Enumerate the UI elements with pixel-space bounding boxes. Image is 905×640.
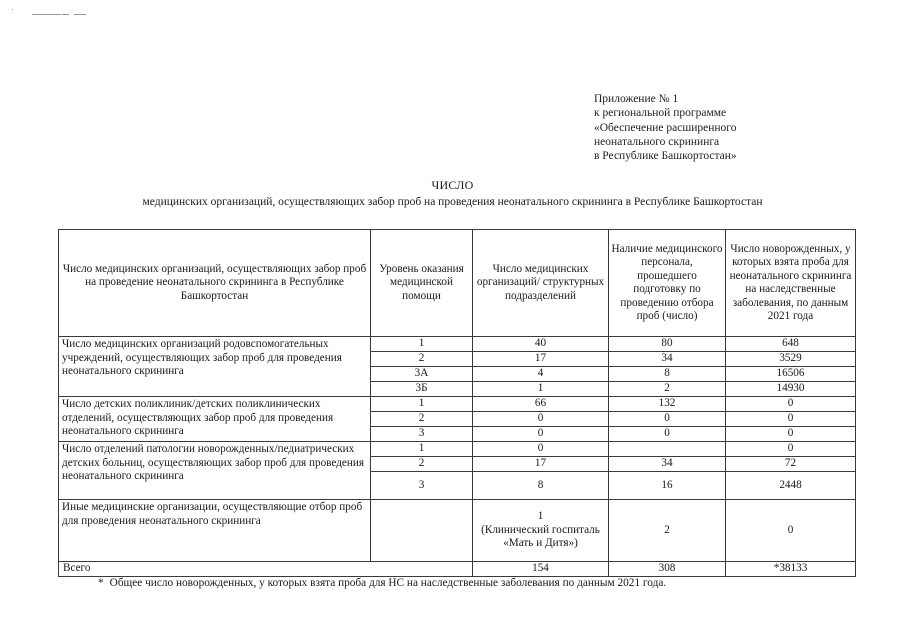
table-row xyxy=(59,397,856,412)
table-header-row xyxy=(59,230,856,337)
group-label-pathology-departments: Число отделений патологии новорожденных/педиатрических детских больниц, осуществляющих забор проб для проведения неонатального скрининга xyxy=(59,442,371,500)
cell-orgs: 17 xyxy=(473,352,609,367)
cell-staff: 34 xyxy=(609,352,726,367)
cell-staff: 8 xyxy=(609,367,726,382)
cell-staff: 0 xyxy=(609,427,726,442)
footnote-text: Общее число новорожденных, у которых взята проба для НС на наследственные заболевания по данным 2021 года. xyxy=(109,577,667,589)
cell-level: 2 xyxy=(371,457,473,472)
footnote xyxy=(98,577,666,589)
cell-staff: 0 xyxy=(609,412,726,427)
table-total-row xyxy=(59,562,856,577)
cell-level: 1 xyxy=(371,337,473,352)
cell-orgs: 40 xyxy=(473,337,609,352)
header-org-count: Число медицинских организаций/ структурных подразделений xyxy=(473,230,609,337)
cell-newborns: 0 xyxy=(726,500,856,562)
appendix-line: в Республике Башкортостан» xyxy=(594,150,737,163)
group-label-other-organizations: Иные медицинские организации, осуществляющие отбор проб для проведения неонатального скрининга xyxy=(59,500,371,562)
cell-level: 3 xyxy=(371,472,473,500)
cell-orgs: 17 xyxy=(473,457,609,472)
footnote-marker: * xyxy=(98,577,104,589)
total-staff: 308 xyxy=(609,562,726,577)
appendix-line: Приложение № 1 xyxy=(594,93,679,105)
org-note-line: «Мать и Дитя») xyxy=(503,537,578,550)
table-row xyxy=(59,337,856,352)
cell-orgs: 66 xyxy=(473,397,609,412)
document-title: ЧИСЛО xyxy=(431,178,474,192)
cell-newborns: 0 xyxy=(726,427,856,442)
cell-orgs-with-note xyxy=(473,500,609,562)
header-trained-staff: Наличие медицинского персонала, прошедшего подготовку по проведению отбора проб (число) xyxy=(609,230,726,337)
header-organizations: Число медицинских организаций, осуществляющих забор проб на проведение неонатального скрининга в Республике Башкортостан xyxy=(59,230,371,337)
cell-staff: 34 xyxy=(609,457,726,472)
cell-newborns: 0 xyxy=(726,397,856,412)
cell-newborns: 72 xyxy=(726,457,856,472)
table-row xyxy=(59,442,856,457)
org-note-line: (Клинический госпиталь xyxy=(481,523,600,536)
cell-level: 3А xyxy=(371,367,473,382)
appendix-note xyxy=(594,92,737,163)
table-row xyxy=(59,500,856,562)
cell-orgs: 1 xyxy=(473,382,609,397)
total-orgs: 154 xyxy=(473,562,609,577)
appendix-line: неонатального скрининга xyxy=(594,135,720,148)
cell-orgs: 0 xyxy=(473,412,609,427)
header-newborns: Число новорожденных, у которых взята проба для неонатального скрининга на наследственные заболевания, по данным 2021 года xyxy=(726,230,856,337)
cell-orgs: 0 xyxy=(473,442,609,457)
cell-newborns: 2448 xyxy=(726,472,856,500)
cell-newborns: 648 xyxy=(726,337,856,352)
screening-organizations-table xyxy=(58,229,856,577)
cell-level xyxy=(371,500,473,562)
cell-newborns: 0 xyxy=(726,442,856,457)
cell-staff: 16 xyxy=(609,472,726,500)
cell-level: 1 xyxy=(371,397,473,412)
cell-level: 1 xyxy=(371,442,473,457)
cell-level: 2 xyxy=(371,412,473,427)
cell-orgs: 1 xyxy=(537,510,544,523)
appendix-line: к региональной программе xyxy=(594,107,727,120)
cell-staff xyxy=(609,442,726,457)
group-label-maternity: Число медицинских организаций родовспомогательных учреждений, осуществляющих забор проб для проведения неонатального скрининга xyxy=(59,337,371,397)
cell-orgs: 8 xyxy=(473,472,609,500)
cell-staff: 80 xyxy=(609,337,726,352)
cell-newborns: 16506 xyxy=(726,367,856,382)
group-label-polyclinics: Число детских поликлиник/детских поликлинических отделений, осуществляющих забор проб для проведения неонатального скрининга xyxy=(59,397,371,442)
cell-orgs: 0 xyxy=(473,427,609,442)
cell-newborns: 3529 xyxy=(726,352,856,367)
cell-orgs: 4 xyxy=(473,367,609,382)
cell-staff: 132 xyxy=(609,397,726,412)
cell-level: 2 xyxy=(371,352,473,367)
cell-level: 3 xyxy=(371,427,473,442)
cell-newborns: 0 xyxy=(726,412,856,427)
header-care-level: Уровень оказания медицинской помощи xyxy=(371,230,473,337)
appendix-line: «Обеспечение расширенного xyxy=(594,121,737,134)
document-subtitle: медицинских организаций, осуществляющих забор проб на проведения неонатального скрининга в Республике Башкортостан xyxy=(142,196,763,208)
cell-staff: 2 xyxy=(609,382,726,397)
cell-newborns: 14930 xyxy=(726,382,856,397)
cell-staff: 2 xyxy=(609,500,726,562)
total-newborns: *38133 xyxy=(726,562,856,577)
total-label: Всего xyxy=(59,562,473,577)
cell-level: 3Б xyxy=(371,382,473,397)
